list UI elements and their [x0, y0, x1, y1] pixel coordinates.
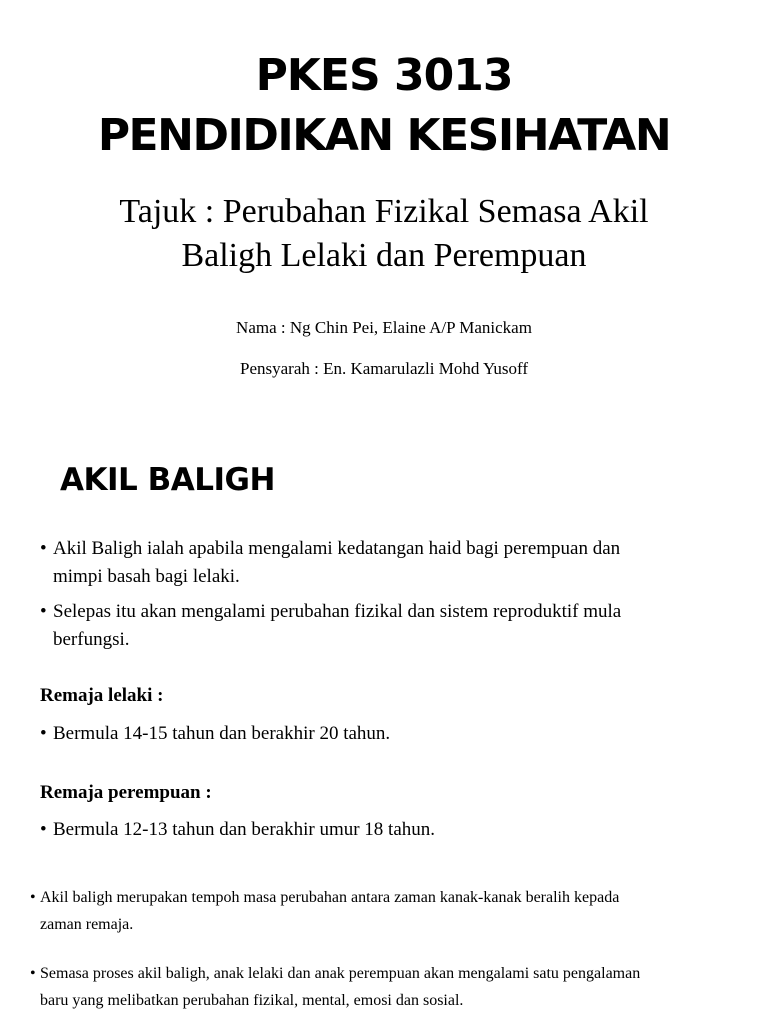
author-names: Nama : Ng Chin Pei, Elaine A/P Manickam — [236, 318, 532, 337]
female-heading: Remaja perempuan : — [40, 782, 212, 803]
topic-title — [0, 190, 768, 278]
course-code: PKES 3013 — [255, 50, 513, 101]
female-age-text: Bermula 12-13 tahun dan berakhir umur 18 tahun. — [53, 819, 436, 840]
note-item — [30, 960, 750, 1014]
list-item — [40, 598, 740, 654]
male-age-item — [40, 720, 740, 748]
course-name: PENDIDIKAN KESIHATAN — [97, 110, 671, 161]
male-heading: Remaja lelaki : — [40, 685, 164, 706]
bullet-icon: • — [40, 819, 47, 840]
bullet-icon: • — [40, 723, 47, 744]
female-age-item — [40, 816, 740, 844]
list-item-line-2: berfungsi. — [53, 629, 130, 650]
bullet-icon: • — [40, 601, 47, 622]
male-age-text: Bermula 14-15 tahun dan berakhir 20 tahun. — [53, 723, 391, 744]
section-heading: AKIL BALIGH — [60, 462, 275, 498]
bullet-icon: • — [30, 889, 36, 906]
note-line-2: zaman remaja. — [40, 916, 134, 933]
note-item — [30, 884, 750, 938]
list-item-line-1: Akil Baligh ialah apabila mengalami kedatangan haid bagi perempuan dan — [53, 538, 621, 559]
note-line-2: baru yang melibatkan perubahan fizikal, mental, emosi dan sosial. — [40, 992, 464, 1009]
bullet-icon: • — [40, 538, 47, 559]
topic-line-1: Tajuk : Perubahan Fizikal Semasa Akil — [119, 193, 649, 230]
topic-line-2: Baligh Lelaki dan Perempuan — [181, 237, 587, 274]
list-item-line-2: mimpi basah bagi lelaki. — [53, 566, 240, 587]
note-line-1: Akil baligh merupakan tempoh masa perubahan antara zaman kanak-kanak beralih kepada — [40, 889, 620, 906]
list-item — [40, 535, 740, 591]
note-line-1: Semasa proses akil baligh, anak lelaki dan anak perempuan akan mengalami satu pengalaman — [40, 965, 641, 982]
bullet-icon: • — [30, 965, 36, 982]
lecturer-name: Pensyarah : En. Kamarulazli Mohd Yusoff — [240, 359, 528, 378]
list-item-line-1: Selepas itu akan mengalami perubahan fizikal dan sistem reproduktif mula — [53, 601, 622, 622]
